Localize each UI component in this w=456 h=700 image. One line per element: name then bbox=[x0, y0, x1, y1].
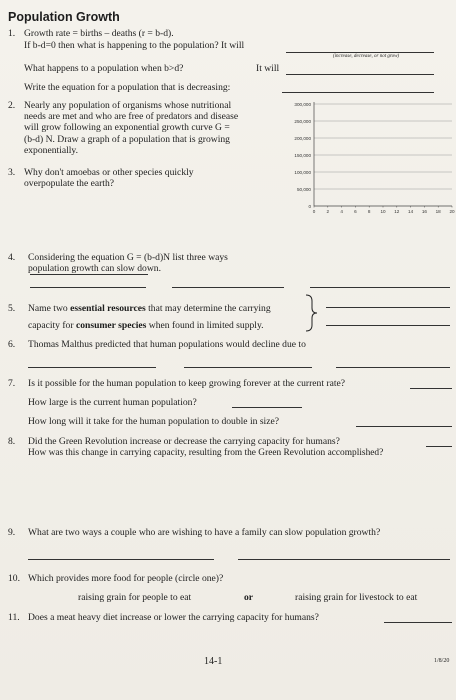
page-title: Population Growth bbox=[8, 10, 120, 24]
answer-line-9a[interactable] bbox=[28, 559, 214, 560]
answer-line-6c[interactable] bbox=[336, 367, 450, 368]
answer-line-1c[interactable] bbox=[282, 92, 434, 93]
question-3-line-1: Why don't amoebas or other species quickly bbox=[24, 167, 194, 178]
y-tick-label: 50,000 bbox=[296, 186, 311, 192]
question-9-text: What are two ways a couple who are wishing to have a family can slow population growth? bbox=[28, 527, 381, 538]
question-1-hint: (increase, decrease, or not grow) bbox=[333, 54, 400, 59]
question-2-line-5: exponentially. bbox=[24, 145, 78, 156]
underline-slow-down bbox=[30, 274, 148, 275]
answer-line-7c[interactable] bbox=[356, 426, 452, 427]
question-2-number: 2. bbox=[8, 100, 16, 111]
question-10-number: 10. bbox=[8, 573, 20, 584]
question-7-line-2: How large is the current human population? bbox=[28, 397, 197, 408]
x-tick-label: 12 bbox=[394, 209, 400, 214]
question-1-line-2: If b-d=0 then what is happening to the population? It will bbox=[24, 40, 245, 51]
y-tick-label: 100,000 bbox=[294, 169, 311, 175]
x-tick-label: 16 bbox=[421, 209, 427, 214]
question-5-number: 5. bbox=[8, 303, 16, 314]
x-tick-label: 20 bbox=[449, 209, 455, 214]
question-4-number: 4. bbox=[8, 252, 16, 263]
answer-line-5b[interactable] bbox=[326, 325, 450, 326]
question-1-line-3: What happens to a population when b>d? bbox=[24, 63, 184, 74]
y-tick-label: 150,000 bbox=[294, 152, 311, 158]
y-tick-label: 300,000 bbox=[294, 101, 311, 107]
exponential-growth-graph[interactable] bbox=[280, 96, 456, 218]
answer-line-5a[interactable] bbox=[326, 307, 450, 308]
x-tick-label: 2 bbox=[326, 209, 330, 214]
answer-line-4b[interactable] bbox=[172, 287, 284, 288]
answer-line-11[interactable] bbox=[384, 622, 452, 623]
y-tick-label: 200,000 bbox=[294, 135, 311, 141]
answer-line-6b[interactable] bbox=[184, 367, 312, 368]
question-2-line-3: will grow following an exponential growth curve G = bbox=[24, 122, 230, 133]
page-number: 14-1 bbox=[204, 656, 223, 667]
answer-line-4c[interactable] bbox=[310, 287, 450, 288]
option-grain-for-people[interactable]: raising grain for people to eat bbox=[78, 592, 192, 603]
question-7-number: 7. bbox=[8, 378, 16, 389]
answer-line-8a[interactable] bbox=[426, 446, 452, 447]
question-2-line-4: (b-d) N. Draw a graph of a population that is growing bbox=[24, 134, 230, 145]
question-7-line-1: Is it possible for the human population to keep growing forever at the current rate? bbox=[28, 378, 346, 389]
question-1-number: 1. bbox=[8, 28, 16, 39]
x-tick-label: 8 bbox=[367, 209, 371, 214]
question-7-line-3: How long will it take for the human population to double in size? bbox=[28, 416, 279, 427]
y-tick-label: 0 bbox=[308, 203, 311, 209]
question-11-text: Does a meat heavy diet increase or lower the carrying capacity for humans? bbox=[28, 612, 319, 623]
curly-brace-icon bbox=[302, 294, 320, 332]
answer-line-1a[interactable] bbox=[286, 52, 434, 53]
answer-line-7a[interactable] bbox=[410, 388, 452, 389]
question-4-line-1: Considering the equation G = (b-d)N list three ways bbox=[28, 252, 228, 263]
x-tick-label: 6 bbox=[354, 209, 357, 214]
option-or: or bbox=[244, 592, 254, 603]
question-8-number: 8. bbox=[8, 436, 16, 447]
x-tick-label: 14 bbox=[408, 209, 414, 214]
question-11-number: 11. bbox=[8, 612, 20, 623]
x-tick-label: 4 bbox=[340, 209, 343, 214]
question-2-line-2: needs are met and who are free of predators and disease bbox=[24, 111, 239, 122]
question-4-line-2: population growth can slow down. bbox=[28, 263, 161, 274]
question-8-line-1: Did the Green Revolution increase or decrease the carrying capacity for humans? bbox=[28, 436, 340, 447]
question-1-line-1: Growth rate = births – deaths (r = b-d). bbox=[24, 28, 174, 39]
question-5-line-2: capacity for consumer species when found in limited supply. bbox=[28, 320, 264, 331]
question-6-text: Thomas Malthus predicted that human populations would decline due to bbox=[28, 339, 306, 350]
answer-line-4a[interactable] bbox=[30, 287, 146, 288]
question-10-text: Which provides more food for people (circle one)? bbox=[28, 573, 224, 584]
option-grain-for-livestock[interactable]: raising grain for livestock to eat bbox=[295, 592, 418, 603]
question-5-line-1: Name two essential resources that may determine the carrying bbox=[28, 303, 271, 314]
question-3-line-2: overpopulate the earth? bbox=[24, 178, 115, 189]
x-tick-label: 18 bbox=[435, 209, 441, 214]
answer-line-7b[interactable] bbox=[232, 407, 302, 408]
question-1-line-4: Write the equation for a population that is decreasing: bbox=[24, 82, 231, 93]
x-tick-label: 0 bbox=[312, 209, 316, 214]
question-8-line-2: How was this change in carrying capacity, resulting from the Green Revolution accomplished? bbox=[28, 448, 384, 458]
answer-line-1b[interactable] bbox=[286, 74, 434, 75]
question-3-number: 3. bbox=[8, 167, 16, 178]
question-2-line-1: Nearly any population of organisms whose nutritional bbox=[24, 100, 232, 111]
y-tick-label: 250,000 bbox=[294, 118, 311, 124]
answer-line-6a[interactable] bbox=[28, 367, 156, 368]
question-9-number: 9. bbox=[8, 527, 16, 538]
x-tick-label: 10 bbox=[380, 209, 386, 214]
answer-line-9b[interactable] bbox=[238, 559, 450, 560]
date-stamp: 1/8/20 bbox=[434, 658, 450, 664]
question-1-line-3-right: It will bbox=[256, 63, 280, 74]
question-6-number: 6. bbox=[8, 339, 16, 350]
